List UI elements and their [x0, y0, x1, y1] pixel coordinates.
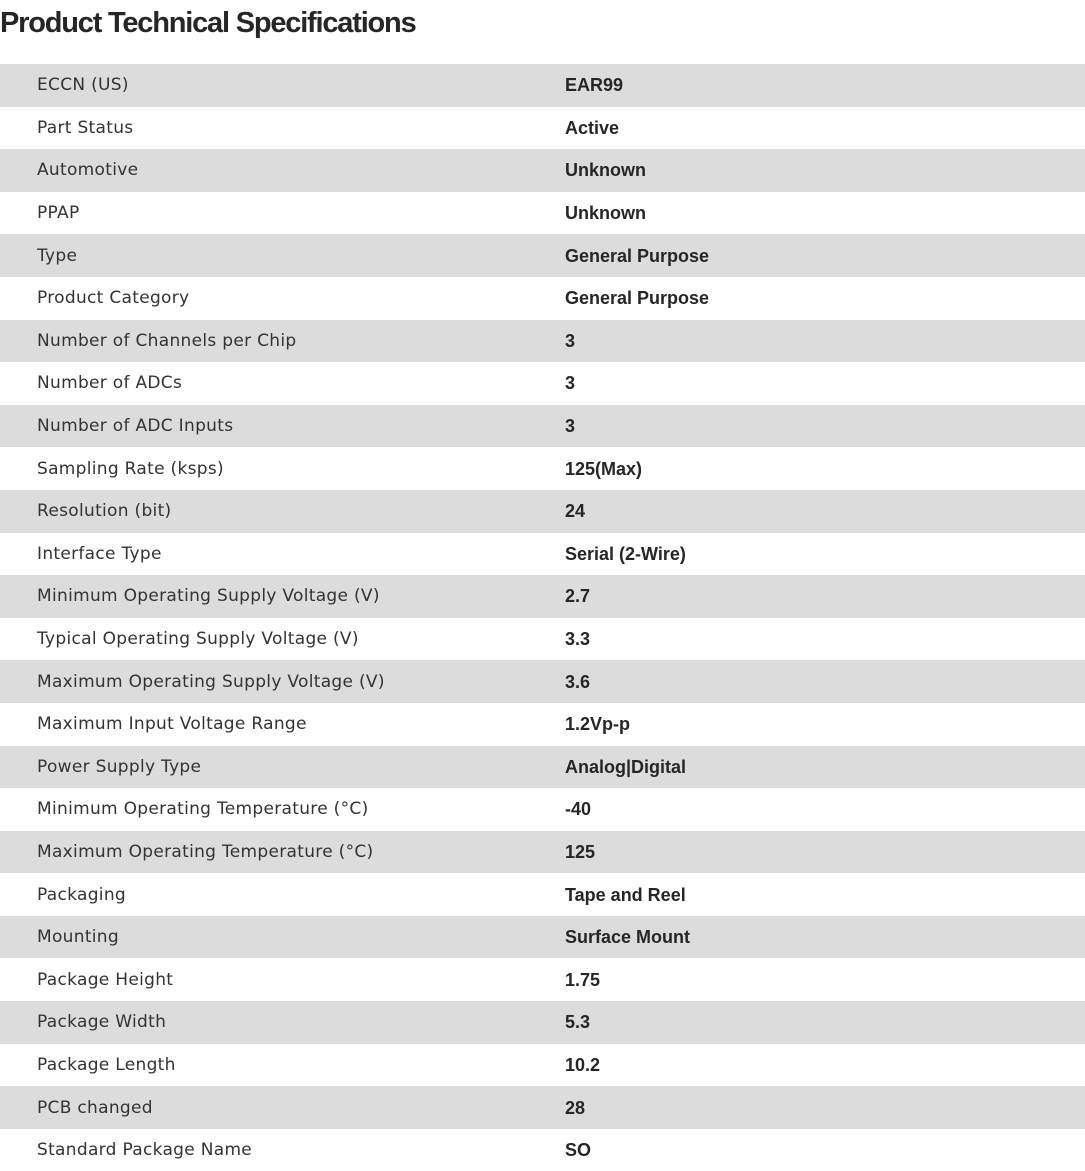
- spec-row: [0, 1044, 1085, 1087]
- spec-row: [0, 1086, 1085, 1129]
- spec-label: PCB changed: [0, 1086, 565, 1129]
- spec-label: PPAP: [0, 192, 565, 235]
- spec-value: 5.3: [565, 1001, 1085, 1044]
- spec-value: Active: [565, 107, 1085, 150]
- spec-value: 10.2: [565, 1044, 1085, 1087]
- spec-value: 2.7: [565, 575, 1085, 618]
- spec-label: Package Height: [0, 958, 565, 1001]
- spec-label: Part Status: [0, 107, 565, 150]
- spec-row: [0, 192, 1085, 235]
- spec-row: [0, 320, 1085, 363]
- spec-label: ECCN (US): [0, 64, 565, 107]
- spec-value: Unknown: [565, 192, 1085, 235]
- spec-value: 125: [565, 831, 1085, 874]
- page-title: Product Technical Specifications: [0, 7, 416, 39]
- spec-label: Maximum Operating Temperature (°C): [0, 831, 565, 874]
- spec-row: [0, 958, 1085, 1001]
- spec-row: [0, 362, 1085, 405]
- spec-label: Automotive: [0, 149, 565, 192]
- spec-row: [0, 873, 1085, 916]
- spec-value: 28: [565, 1086, 1085, 1129]
- spec-value: 1.2Vp-p: [565, 703, 1085, 746]
- spec-row: [0, 234, 1085, 277]
- spec-label: Power Supply Type: [0, 746, 565, 789]
- spec-label: Minimum Operating Temperature (°C): [0, 788, 565, 831]
- spec-table-body: [0, 64, 1085, 1171]
- spec-label: Type: [0, 234, 565, 277]
- spec-row: [0, 405, 1085, 448]
- spec-label: Number of Channels per Chip: [0, 320, 565, 363]
- spec-row: [0, 916, 1085, 959]
- spec-row: [0, 277, 1085, 320]
- spec-table: [0, 64, 1085, 1171]
- spec-value: 3.6: [565, 660, 1085, 703]
- spec-value: EAR99: [565, 64, 1085, 107]
- spec-value: 3: [565, 320, 1085, 363]
- spec-row: [0, 64, 1085, 107]
- spec-value: Serial (2-Wire): [565, 533, 1085, 576]
- spec-value: Analog|Digital: [565, 746, 1085, 789]
- spec-value: -40: [565, 788, 1085, 831]
- spec-label: Interface Type: [0, 533, 565, 576]
- spec-row: [0, 490, 1085, 533]
- spec-value: 24: [565, 490, 1085, 533]
- spec-value: 3: [565, 362, 1085, 405]
- spec-label: Maximum Input Voltage Range: [0, 703, 565, 746]
- spec-value: 3.3: [565, 618, 1085, 661]
- spec-label: Sampling Rate (ksps): [0, 447, 565, 490]
- spec-row: [0, 533, 1085, 576]
- spec-row: [0, 447, 1085, 490]
- spec-label: Product Category: [0, 277, 565, 320]
- spec-row: [0, 831, 1085, 874]
- spec-label: Packaging: [0, 873, 565, 916]
- spec-label: Number of ADCs: [0, 362, 565, 405]
- spec-label: Number of ADC Inputs: [0, 405, 565, 448]
- spec-value: 3: [565, 405, 1085, 448]
- spec-value: 1.75: [565, 958, 1085, 1001]
- spec-row: [0, 575, 1085, 618]
- spec-row: [0, 660, 1085, 703]
- spec-row: [0, 703, 1085, 746]
- spec-row: [0, 788, 1085, 831]
- spec-row: [0, 746, 1085, 789]
- spec-value: Tape and Reel: [565, 873, 1085, 916]
- spec-label: Minimum Operating Supply Voltage (V): [0, 575, 565, 618]
- spec-row: [0, 107, 1085, 150]
- spec-value: General Purpose: [565, 277, 1085, 320]
- spec-value: Surface Mount: [565, 916, 1085, 959]
- spec-row: [0, 1001, 1085, 1044]
- spec-row: [0, 149, 1085, 192]
- spec-label: Typical Operating Supply Voltage (V): [0, 618, 565, 661]
- spec-row: [0, 618, 1085, 661]
- spec-label: Resolution (bit): [0, 490, 565, 533]
- spec-label: Mounting: [0, 916, 565, 959]
- spec-value: 125(Max): [565, 447, 1085, 490]
- spec-label: Standard Package Name: [0, 1129, 565, 1171]
- spec-label: Maximum Operating Supply Voltage (V): [0, 660, 565, 703]
- spec-value: SO: [565, 1129, 1085, 1171]
- spec-label: Package Width: [0, 1001, 565, 1044]
- spec-value: General Purpose: [565, 234, 1085, 277]
- spec-value: Unknown: [565, 149, 1085, 192]
- spec-label: Package Length: [0, 1044, 565, 1087]
